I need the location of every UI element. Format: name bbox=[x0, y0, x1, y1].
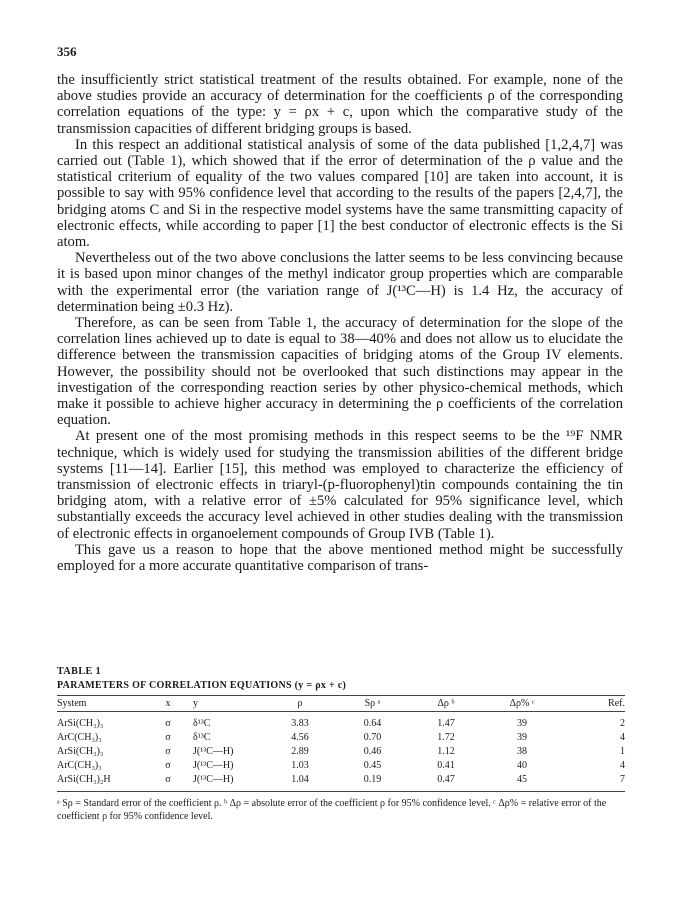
cell-rho: 2.89 bbox=[291, 746, 309, 757]
cell-s-rho: 0.45 bbox=[363, 760, 382, 771]
header-ref: Ref. bbox=[562, 696, 625, 712]
cell-ref: 4 bbox=[620, 760, 625, 771]
cell-s-rho: 0.70 bbox=[363, 732, 382, 743]
cell-rho: 1.04 bbox=[265, 773, 335, 792]
cell-ref: 7 bbox=[562, 773, 625, 792]
cell-system: ArSi(CH₃)₃ bbox=[57, 746, 104, 757]
cell-y: J(¹³C—H) bbox=[193, 773, 265, 792]
cell-x: σ bbox=[165, 732, 171, 743]
cell-x: σ bbox=[165, 746, 171, 757]
cell-y: δ¹³C bbox=[193, 718, 211, 729]
cell-delta-rho: 1.47 bbox=[437, 718, 455, 729]
cell-system: ArC(CH₃)₃ bbox=[57, 760, 102, 771]
table-header-row bbox=[57, 696, 625, 712]
header-y: y bbox=[193, 696, 265, 712]
table-row bbox=[57, 731, 625, 745]
cell-delta-rho: 0.41 bbox=[437, 760, 455, 771]
cell-x: σ bbox=[143, 773, 193, 792]
cell-delta-rho-percent: 39 bbox=[517, 718, 527, 729]
cell-delta-rho-percent: 39 bbox=[517, 732, 527, 743]
header-s-rho: Sρ ᵃ bbox=[335, 696, 410, 712]
cell-system: ArSi(CH₃)₃ bbox=[57, 718, 104, 729]
cell-delta-rho: 1.72 bbox=[437, 732, 455, 743]
header-delta-rho: Δρ ᵇ bbox=[410, 696, 482, 712]
cell-rho: 4.56 bbox=[291, 732, 309, 743]
cell-system: ArSi(CH₃)₂H bbox=[57, 773, 143, 792]
cell-s-rho: 0.64 bbox=[363, 718, 382, 729]
cell-y: J(¹³C—H) bbox=[193, 760, 234, 771]
header-x: x bbox=[143, 696, 193, 712]
cell-delta-rho-percent: 45 bbox=[482, 773, 562, 792]
cell-x: σ bbox=[165, 760, 171, 771]
table-row bbox=[57, 712, 625, 732]
paragraph-5: At present one of the most promising methods in this respect seems to be the ¹⁹F NMR technique, which is widely used for studying the transmission abilities of the different bridge systems [11—14]. Earlier [15], this method was employed to characterize the efficiency of transmission of electronic effects in triaryl-(p-fluorophenyl)tin compounds containing the tin bridging atom, with a relative error of ±5% calculated for 95% significance level, which substantially exceeds the accuracy level achieved in other studies dealing with the transmission of electronic effects in organoelement compounds of Group IVB (Table 1). bbox=[57, 428, 623, 542]
paragraph-6: This gave us a reason to hope that the above mentioned method might be successfully employed for a more accurate quantitative comparison of trans- bbox=[57, 541, 623, 575]
cell-system: ArC(CH₃)₃ bbox=[57, 732, 102, 743]
cell-y: J(¹³C—H) bbox=[193, 746, 234, 757]
table-row bbox=[57, 773, 625, 792]
paragraph-4: Therefore, as can be seen from Table 1, the accuracy of determination for the slope of the correlation lines achieved up to date is equal to 38—40% and does not allow us to elucidate the difference between the transmission capacities of bridging atoms of the Group IV elements. However, the possibility should not be overlooked that such distinctions may appear in the investigation of the corresponding reaction series by other physico-chemical methods, which make it possible to achieve higher accuracy in determining the ρ coefficients of the correlation equation. bbox=[57, 315, 623, 429]
cell-rho: 1.03 bbox=[291, 760, 309, 771]
header-system: System bbox=[57, 696, 143, 712]
cell-ref: 2 bbox=[620, 718, 625, 729]
cell-delta-rho: 1.12 bbox=[437, 746, 455, 757]
paragraph-1: the insufficiently strict statistical treatment of the results obtained. For example, none of the above studies provide an accuracy of determination for the coefficients ρ of the corresponding correlation equations of the type: y = ρx + c, upon which the comparative study of the transmission capacities of different bridging groups is based. bbox=[57, 72, 623, 137]
cell-x: σ bbox=[165, 718, 171, 729]
table-label: TABLE 1 bbox=[57, 666, 102, 677]
cell-rho: 3.83 bbox=[291, 718, 309, 729]
cell-s-rho: 0.19 bbox=[335, 773, 410, 792]
paragraph-3: Nevertheless out of the two above conclusions the latter seems to be less convincing because it is based upon minor changes of the methyl indicator group properties which are comparable with the experimental error (the variation range of J(¹³C—H) is 1.4 Hz, the accuracy of determination being ±0.3 Hz). bbox=[57, 250, 623, 315]
header-rho: ρ bbox=[265, 696, 335, 712]
table-footnote: ᵃ Sρ = Standard error of the coefficient ρ. ᵇ Δρ = absolute error of the coefficient ρ for 95% confidence level. ᶜ Δρ% = relative error of the coefficient ρ for 95% confidence level. bbox=[57, 798, 607, 822]
cell-delta-rho-percent: 38 bbox=[517, 746, 527, 757]
cell-s-rho: 0.46 bbox=[363, 746, 382, 757]
table-row bbox=[57, 745, 625, 759]
cell-y: δ¹³C bbox=[193, 732, 211, 743]
cell-delta-rho-percent: 40 bbox=[517, 760, 527, 771]
page-number: 356 bbox=[57, 44, 77, 59]
table-1 bbox=[57, 666, 625, 823]
table-row bbox=[57, 759, 625, 773]
correlation-table bbox=[57, 695, 625, 792]
header-delta-rho-percent: Δρ% ᶜ bbox=[482, 696, 562, 712]
paragraph-2: In this respect an additional statistical analysis of some of the data published [1,2,4,7] was carried out (Table 1), which showed that if the error of determination of the ρ value and the statistical criterium of equality of the two values compared [10] are taken into account, it is possible to say with 95% confidence level that according to the results of the papers [2,4,7], the bridging atoms C and Si in the respective model systems have the same transmitting capacity of electronic effects, while according to paper [1] the best conductor of electronic effects is the Si atom. bbox=[57, 136, 623, 251]
table-caption: PARAMETERS OF CORRELATION EQUATIONS (y = ρx + c) bbox=[57, 680, 347, 691]
body-text bbox=[57, 72, 623, 574]
cell-ref: 4 bbox=[620, 732, 625, 743]
cell-delta-rho: 0.47 bbox=[410, 773, 482, 792]
cell-ref: 1 bbox=[620, 746, 625, 757]
